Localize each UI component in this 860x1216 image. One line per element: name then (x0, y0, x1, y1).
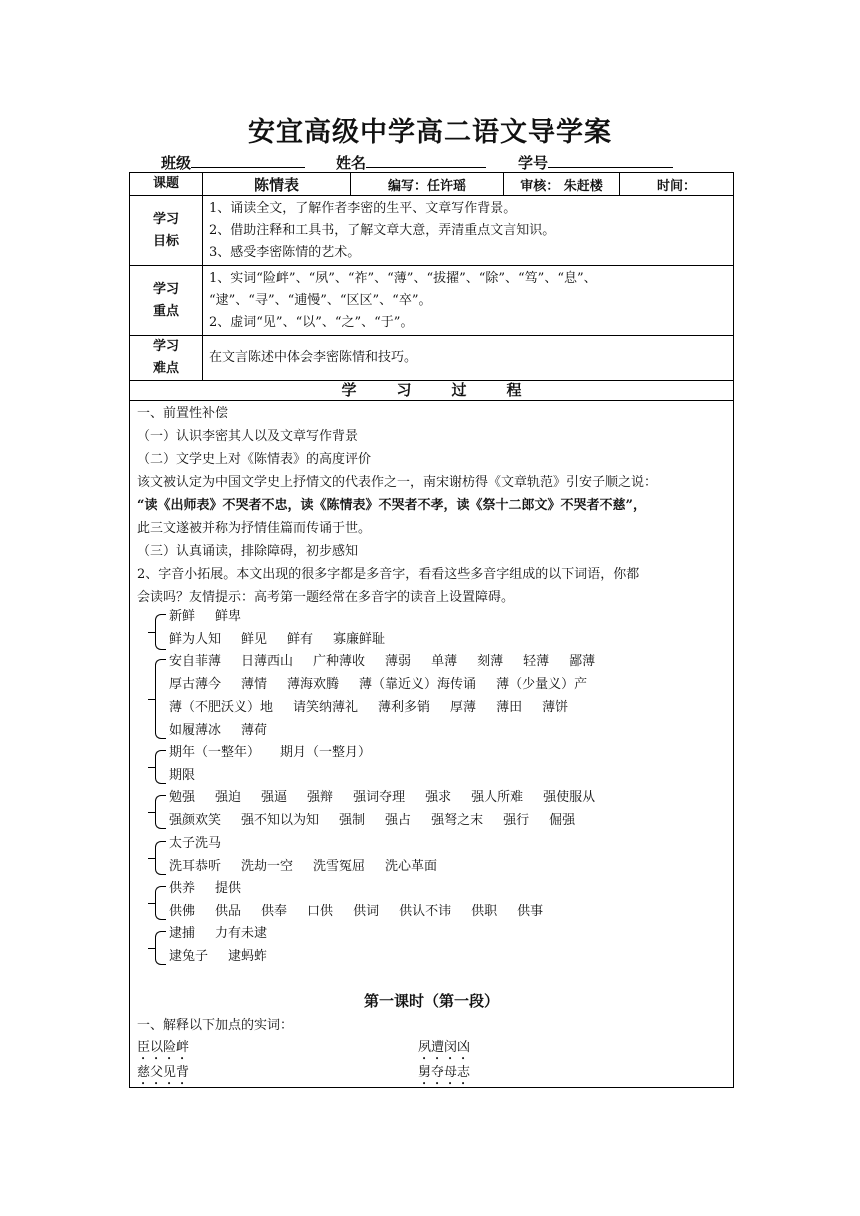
word-row: 强颜欢笑 强不知以为知 强制 强占 强弩之末 强行 倔强 (169, 813, 576, 828)
number-field (518, 152, 673, 173)
word-row: 供佛 供品 供奉 口供 供词 供认不讳 供职 供事 (169, 904, 544, 919)
goals-label: 学习 目标 (130, 196, 203, 266)
subsection-heading: （二）文学史上对《陈情表》的高度评价 (137, 452, 372, 467)
brace-icon (155, 841, 166, 875)
subsection-heading: （一）认识李密其人以及文章写作背景 (137, 429, 359, 444)
paragraph-line: 2、字音小拓展。本文出现的很多字都是多音字，看看这些多音字组成的以下词语，你都 (137, 567, 640, 582)
editor: 编写：任许瑶 (351, 173, 504, 196)
word-row: 勉强 强迫 强逼 强辩 强词夺理 强求 强人所难 强使服从 (169, 790, 596, 805)
process-title: 学习过程 (341, 381, 562, 399)
brace-icon (155, 750, 166, 784)
paragraph-line: 会读吗？友情提示：高考第一题经常在多音字的读音上设置障碍。 (137, 590, 515, 605)
divider (129, 400, 734, 401)
word-row: 逮捕 力有未逮 (169, 926, 268, 941)
word-row: 洗耳恭听 洗劫一空 洗雪冤屈 洗心革面 (169, 859, 438, 874)
exercise-item: 臣以险衅 (137, 1040, 190, 1055)
brace-icon (155, 931, 166, 965)
goals-content (203, 196, 734, 266)
class-label: 班级 (161, 154, 192, 172)
section-heading: 一、前置性补偿 (137, 406, 229, 421)
name-label: 姓名 (336, 154, 367, 172)
name-field (336, 152, 486, 173)
word-row: 供养 提供 (169, 881, 242, 896)
difficulty-label: 学习 难点 (130, 336, 203, 381)
word-row: 鲜为人知 鲜见 鲜有 寡廉鲜耻 (169, 632, 386, 647)
focus-line: “逮”、“寻”、“逋慢”、“区区”、“卒”。 (209, 292, 432, 308)
number-blank[interactable] (548, 153, 673, 168)
goal-line: 1、诵读全文，了解作者李密的生平、文章写作背景。 (209, 200, 517, 216)
exercise-heading: 一、解释以下加点的实词： (137, 1018, 294, 1033)
goal-line: 2、借助注释和工具书，了解文章大意，弄清重点文言知识。 (209, 222, 556, 238)
difficulty-content: 在文言陈述中体会李密陈情和技巧。 (203, 336, 734, 381)
class-blank[interactable] (191, 153, 305, 168)
paragraph-line: 此三文遂被并称为抒情佳篇而传诵于世。 (137, 521, 372, 536)
page-title: 安宜高级中学高二语文导学案 (248, 117, 612, 148)
word-row: 厚古薄今 薄情 薄海欢腾 薄（靠近义）海传诵 薄（少量义）产 (169, 677, 588, 692)
reviewer: 审核： 朱赶楼 (504, 173, 620, 196)
word-row: 薄（不肥沃义）地 请笑纳薄礼 薄利多销 厚薄 薄田 薄饼 (169, 700, 569, 715)
exercise-item: 慈父见背 (137, 1065, 190, 1080)
brace-icon (155, 659, 166, 739)
word-row: 逮兔子 逮蚂蚱 (169, 949, 268, 964)
brace-icon (155, 886, 166, 920)
word-row: 太子洗马 (169, 836, 222, 851)
topic-label: 课题 (130, 173, 203, 196)
subsection-heading: （三）认真诵读，排除障碍，初步感知 (137, 544, 359, 559)
quote-line: “读《出师表》不哭者不忠，读《陈情表》不哭者不孝，读《祭十二郎文》不哭者不慈”， (137, 498, 646, 513)
header-table (129, 172, 734, 381)
paragraph-line: 该文被认定为中国文学史上抒情文的代表作之一，南宋谢枋得《文章轨范》引安子顺之说： (137, 475, 658, 490)
word-row: 期限 (169, 768, 196, 783)
name-blank[interactable] (366, 153, 486, 168)
word-row: 安自菲薄 日薄西山 广种薄收 薄弱 单薄 刻薄 轻薄 鄙薄 (169, 654, 596, 669)
focus-line: 2、虚词“见”、“以”、“之”、“于”。 (209, 314, 414, 330)
exercise-item: 夙遭闵凶 (418, 1040, 471, 1055)
word-row: 期年（一整年） 期月（一整月） (169, 745, 372, 760)
lesson-title: 第一课时（第一段） (363, 992, 499, 1010)
class-field (161, 152, 305, 173)
focus-label: 学习 重点 (130, 266, 203, 336)
time-label: 时间： (620, 173, 734, 196)
topic-value: 陈情表 (203, 173, 351, 196)
brace-icon (155, 614, 166, 650)
brace-icon (155, 795, 166, 829)
exercise-item: 舅夺母志 (418, 1065, 471, 1080)
word-row: 如履薄冰 薄荷 (169, 723, 268, 738)
goal-line: 3、感受李密陈情的艺术。 (209, 244, 361, 260)
focus-content (203, 266, 734, 336)
word-row: 新鲜 鲜卑 (169, 609, 242, 624)
number-label: 学号 (518, 154, 549, 172)
focus-line: 1、实词“险衅”、“夙”、“祚”、“薄”、“拔擢”、“除”、“笃”、“息”、 (209, 270, 597, 286)
